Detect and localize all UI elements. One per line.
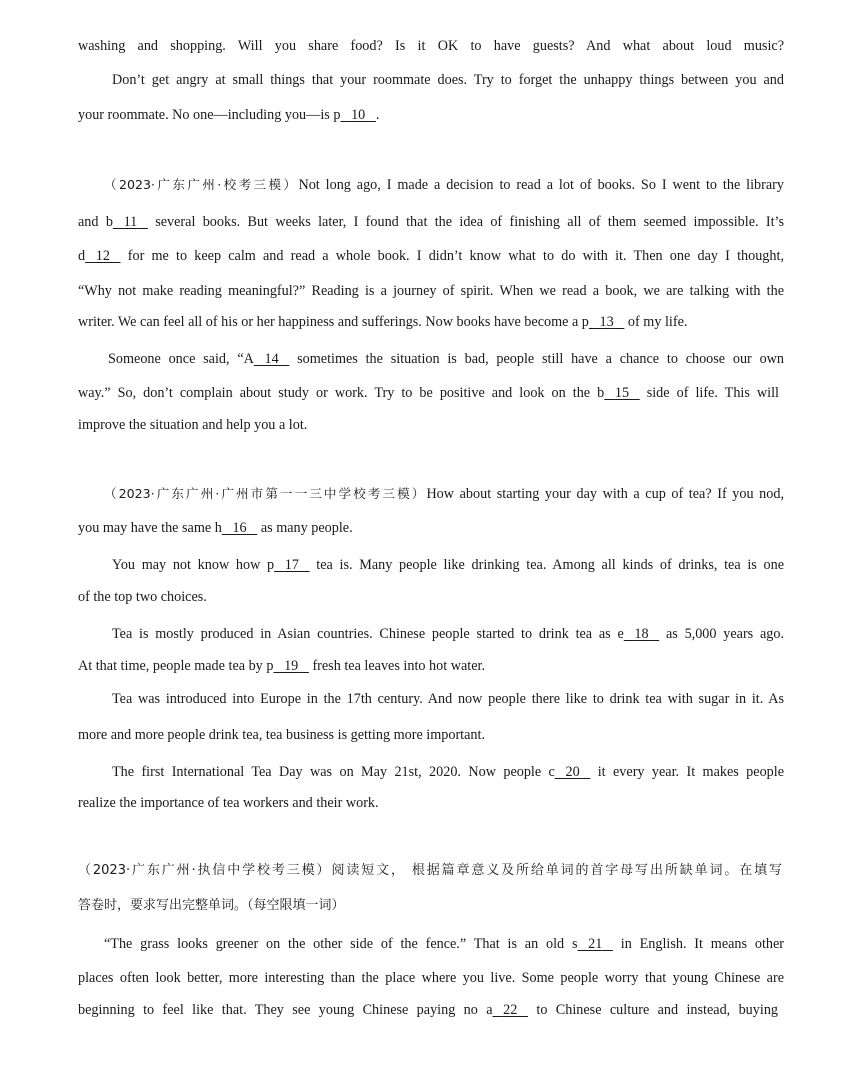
text-line: At that time, people made tea by p 19 fresh tea leaves into hot water. <box>78 658 485 674</box>
text-line: you may have the same h 16 as many people. <box>78 520 353 536</box>
answer-blank-20[interactable]: 20 <box>565 764 580 780</box>
text-line: beginning to feel like that. They see young Chinese paying no a 22 to Chinese culture and instead, buying <box>78 1002 779 1018</box>
text-line: “The grass looks greener on the other side of the fence.” That is an old s 21 in English. It means other <box>104 936 785 952</box>
answer-blank-16[interactable]: 16 <box>232 520 247 536</box>
answer-blank-11[interactable]: 11 <box>123 214 138 230</box>
text-line: places often look better, more interesting than the place where you live. Some people worry that young Chinese are <box>78 970 784 986</box>
source-heading-line: （2023·广东广州·执信中学校考三模）阅读短文， 根据篇章意义及所给单词的首字母写出所缺单词。在填写 <box>78 863 782 878</box>
text-line: and b 11 several books. But weeks later, I found that the idea of finishing all of them seemed impossible. It’s <box>78 214 784 230</box>
instruction-line: 答卷时，要求写出完整单词。（每空限填一词） <box>78 898 345 913</box>
text-line: Tea was introduced into Europe in the 17th century. And now people there like to drink tea with sugar in it. As <box>112 691 784 707</box>
answer-blank-19[interactable]: 19 <box>284 658 299 674</box>
text-line: Tea is mostly produced in Asian countries. Chinese people started to drink tea as e 18 as 5,000 years ago. <box>112 626 784 642</box>
answer-blank-14[interactable]: 14 <box>264 351 279 367</box>
text-line: You may not know how p 17 tea is. Many people like drinking tea. Among all kinds of drinks, tea is one <box>112 557 784 573</box>
text-line: d 12 for me to keep calm and read a whole book. I didn’t know what to do with it. Then one day I thought, <box>78 248 784 264</box>
source-heading-line: （2023·广东广州·校考三模）Not long ago, I made a decision to read a lot of books. So I went to the library <box>104 177 784 193</box>
source-heading-line: （2023·广东广州·广州市第一一三中学校考三模）How about starting your day with a cup of tea? If you nod, <box>104 486 784 502</box>
answer-blank-18[interactable]: 18 <box>634 626 649 642</box>
answer-blank-13[interactable]: 13 <box>599 314 614 330</box>
text-line: your roommate. No one—including you—is p 10 . <box>78 107 380 123</box>
text-line: “Why not make reading meaningful?” Reading is a journey of spirit. When we read a book, we are talking with the <box>78 283 784 299</box>
answer-blank-10[interactable]: 10 <box>351 107 366 123</box>
text-line: Someone once said, “A 14 sometimes the situation is bad, people still have a chance to choose our own <box>108 351 784 367</box>
text-line: writer. We can feel all of his or her happiness and sufferings. Now books have become a p 13 of my life. <box>78 314 688 330</box>
answer-blank-15[interactable]: 15 <box>614 385 630 401</box>
answer-blank-22[interactable]: 22 <box>503 1002 518 1018</box>
text-line: way.” So, don’t complain about study or work. Try to be positive and look on the b 15 side of life. This will <box>78 385 779 401</box>
text-line: realize the importance of tea workers and their work. <box>78 795 379 811</box>
text-line: more and more people drink tea, tea business is getting more important. <box>78 727 485 743</box>
answer-blank-17[interactable]: 17 <box>284 557 299 573</box>
text-line: Don’t get angry at small things that your roommate does. Try to forget the unhappy things between you and <box>112 72 784 88</box>
text-line: of the top two choices. <box>78 589 207 605</box>
answer-blank-12[interactable]: 12 <box>95 248 110 264</box>
text-line: improve the situation and help you a lot. <box>78 417 308 433</box>
text-line: The first International Tea Day was on May 21st, 2020. Now people c 20 it every year. It makes people <box>112 764 784 780</box>
text-line: washing and shopping. Will you share food? Is it OK to have guests? And what about loud music? <box>78 38 784 54</box>
answer-blank-21[interactable]: 21 <box>588 936 603 952</box>
